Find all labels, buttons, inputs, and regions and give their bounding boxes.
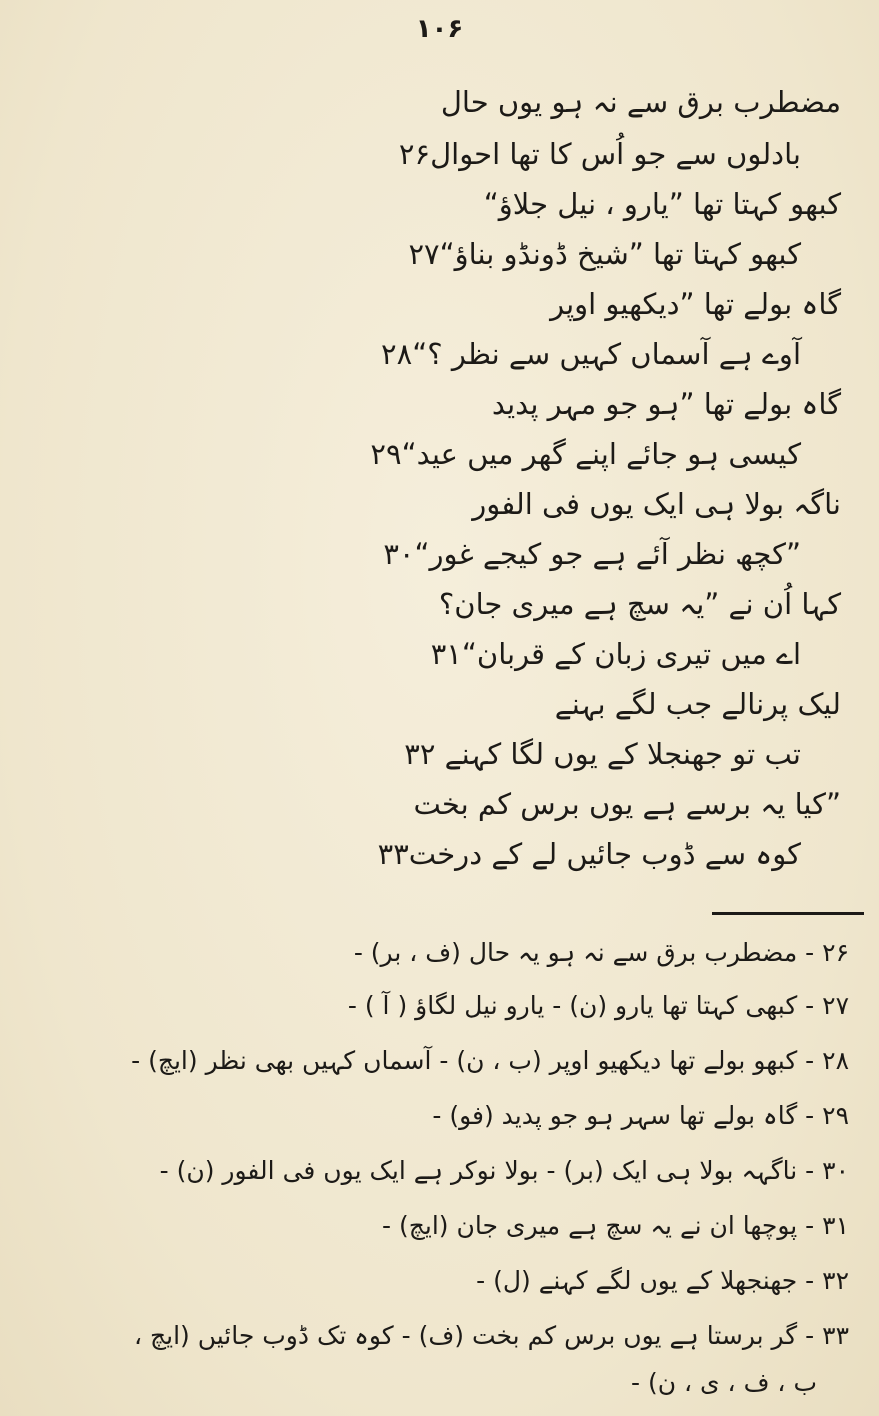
verse-line: کبھو کہتا تھا ”یارو ، نیل جلاؤ“	[483, 187, 841, 221]
verse-line: گاہ بولے تھا ”ہو جو مہر پدید	[491, 387, 841, 421]
verse-line: کیسی ہو جائے اپنے گھر میں عید“۲۹	[370, 437, 801, 471]
footnote: ۲۷ - کبھی کہتا تھا یارو (ن) - یارو نیل لگاؤ ( آ ) -	[347, 991, 849, 1020]
verse-line: ”کیا یہ برسے ہے یوں برس کم بخت	[413, 787, 841, 821]
footnote: ۳۰ - ناگہہ بولا ہی ایک (بر) - بولا نوکر ہے ایک یوں فی الفور (ن) -	[159, 1156, 849, 1185]
footnote-continuation: ب ، ف ، ی ، ن) -	[631, 1368, 817, 1397]
footnote: ۳۲ - جھنجھلا کے یوں لگے کہنے (ل) -	[476, 1266, 849, 1295]
verse-line: کوہ سے ڈوب جائیں لے کے درخت۳۳	[377, 837, 801, 871]
verse-line: اے میں تیری زبان کے قربان“۳۱	[430, 637, 801, 671]
verse-line: گاہ بولے تھا ”دیکھیو اوپر	[550, 287, 841, 321]
verse-line: تب تو جھنجلا کے یوں لگا کہنے ۳۲	[404, 737, 801, 771]
verse-line: مضطرب برق سے نہ ہو یوں حال	[440, 85, 841, 119]
verse-line: بادلوں سے جو اُس کا تھا احوال۲۶	[398, 137, 801, 171]
footnote: ۲۸ - کبھو بولے تھا دیکھیو اوپر (ب ، ن) - آسماں کہیں بھی نظر (ایچ) -	[131, 1046, 849, 1075]
footnote: ۲۶ - مضطرب برق سے نہ ہو یہ حال (ف ، بر) -	[353, 938, 849, 967]
verse-line: لیک پرنالے جب لگے بہنے	[554, 687, 841, 721]
verse-line: کبھو کہتا تھا ”شیخ ڈونڈو بناؤ“۲۷	[408, 237, 801, 271]
footnote: ۲۹ - گاہ بولے تھا سہر ہو جو پدید (فو) -	[432, 1101, 849, 1130]
footnote-divider	[712, 912, 864, 915]
verse-line: ”کچھ نظر آئے ہے جو کیجے غور“۳۰	[383, 537, 801, 571]
footnote: ۳۱ - پوچھا ان نے یہ سچ ہے میری جان (ایچ) -	[382, 1211, 849, 1240]
footnote: ۳۳ - گر برستا ہے یوں برس کم بخت (ف) - کوہ تک ڈوب جائیں (ایچ ،	[133, 1321, 849, 1350]
verse-line: کہا اُن نے ”یہ سچ ہے میری جان؟	[438, 587, 841, 621]
page-number: ۱۰۶	[415, 14, 464, 44]
verse-line: آوے ہے آسماں کہیں سے نظر ؟“۲۸	[381, 337, 801, 371]
verse-line: ناگہ بولا ہی ایک یوں فی الفور	[472, 487, 841, 521]
